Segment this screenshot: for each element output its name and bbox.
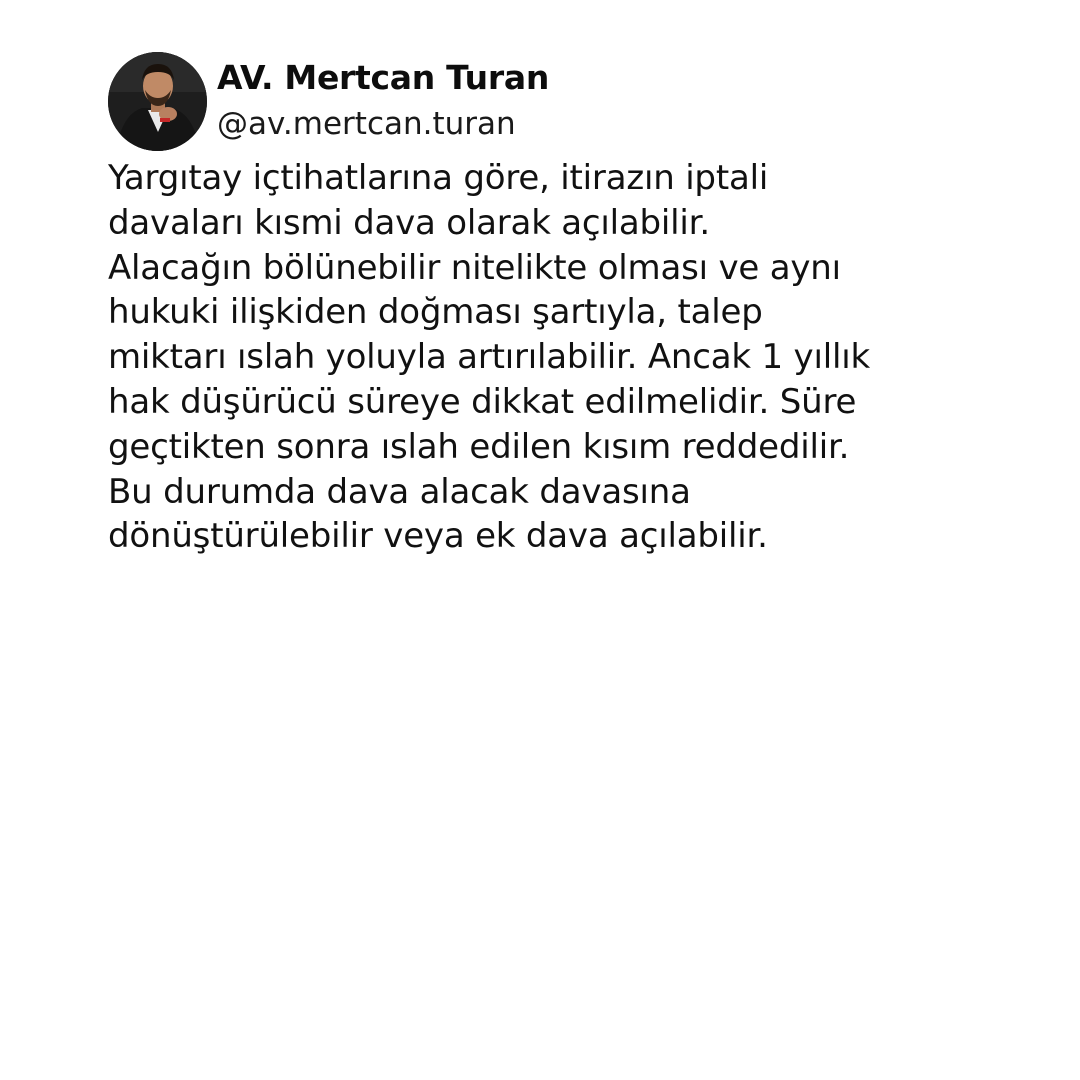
avatar-photo [108, 52, 207, 151]
author-handle[interactable]: @av.mertcan.turan [217, 106, 516, 142]
post-text: Yargıtay içtihatlarına göre, itirazın iptali davaları kısmi dava olarak açılabilir. Alacağın bölünebilir nitelikte olması ve aynı hukuki ilişkiden doğması şartıyla, talep miktarı ıslah yoluyla artırılabilir. Ancak 1 yıllık hak düşürücü süreye dikkat edilmelidir. Süre geçtikten sonra ıslah edilen kısım reddedilir. Bu durumda dava alacak davasına dönüştürülebilir veya ek dava açılabilir. [108, 158, 870, 557]
post-card [108, 50, 988, 559]
post-header [108, 50, 988, 152]
avatar[interactable] [108, 52, 207, 151]
author-identity [217, 56, 549, 146]
author-display-name[interactable]: AV. Mertcan Turan [217, 58, 550, 97]
